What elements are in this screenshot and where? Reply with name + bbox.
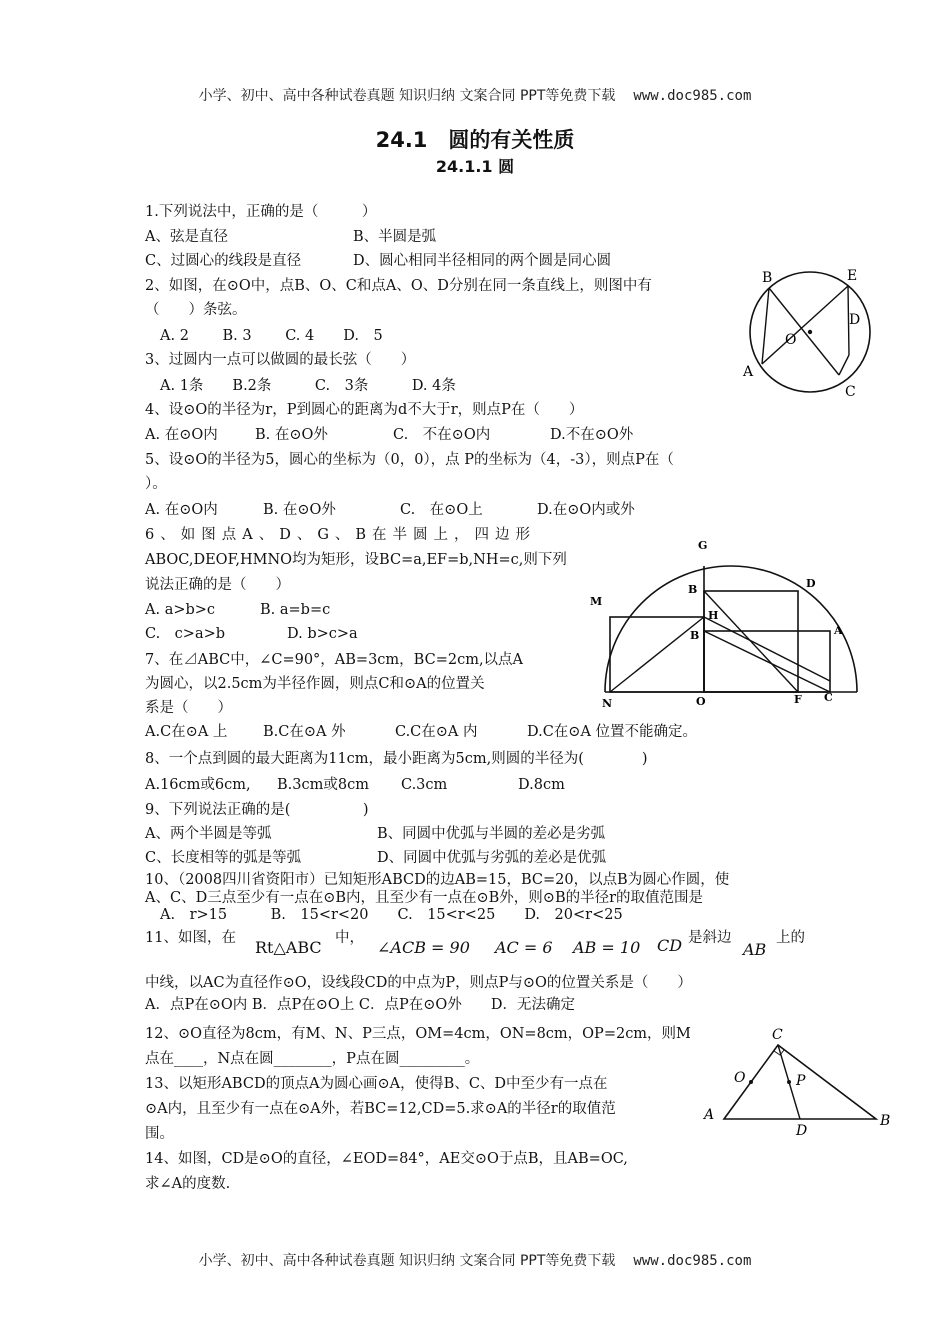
q9-stem: 9、下列说法正确的是( ): [145, 802, 369, 818]
q9-option-d: D、同圆中优弧与劣弧的差必是优弧: [377, 850, 607, 866]
fig3-label-a: A: [704, 1107, 715, 1123]
q12-line2: 点在____，N点在圆________，P点在圆_________。: [145, 1051, 480, 1067]
q2-options: A. 2 B. 3 C. 4 D. 5: [160, 328, 383, 344]
q11-line1: [145, 928, 815, 964]
q10-line2: A、C、D三点至少有一点在⊙B内，且至少有一点在⊙B外，则⊙B的半径r的取值范围是: [145, 890, 704, 906]
q6-line2: ABOC,DEOF,HMNO均为矩形，设BC=a,EF=b,NH=c,则下列: [145, 552, 567, 568]
fig2-label-h: H: [708, 609, 719, 622]
q11-ab: AB = 10: [573, 938, 641, 957]
page-subtitle: 24.1.1 圆: [435, 157, 515, 176]
q1-option-a: A、弦是直径: [145, 229, 228, 245]
q14-line1: 14、如图，CD是⊙O的直径，∠EOD=84°，AE交⊙O于点B，且AB=OC,: [145, 1151, 628, 1167]
fig2-label-d: D: [806, 577, 816, 590]
q1-options-ab: [145, 227, 437, 247]
fig2-label-b1: B: [688, 583, 698, 596]
q7-option-d: D.C在⊙A 位置不能确定。: [527, 724, 698, 740]
q5-option-d: D.在⊙O内或外: [537, 502, 635, 518]
q5-option-a: A. 在⊙O内: [145, 502, 218, 518]
fig1-label-a: A: [743, 364, 754, 380]
fig2-label-a: A: [834, 624, 843, 637]
q11-angle: ∠ACB = 90: [377, 938, 470, 957]
q10-line1: 10、（2008四川省资阳市）已知矩形ABCD的边AB=15，BC=20，以点B为圆心作圆，使: [145, 872, 730, 888]
q7-line3: 系是（ ）: [145, 700, 232, 716]
page-title: 24.1 圆的有关性质: [375, 128, 575, 152]
q5-option-b: B. 在⊙O外: [263, 502, 336, 518]
q9-option-a: A、两个半圆是等弧: [145, 826, 272, 842]
q6-option-d: D. b>c>a: [287, 626, 358, 642]
q6-option-c: C. c>a>b: [145, 626, 226, 642]
fig3-label-o: O: [734, 1070, 746, 1086]
footer-text: 小学、初中、高中各种试卷真题 知识归纳 文案合同 PPT等免费下载: [198, 1253, 616, 1269]
fig1-label-e: E: [847, 268, 858, 284]
q5-stem-line1: 5、设⊙O的半径为5，圆心的坐标为（0，0），点 P的坐标为（4，-3），则点P在（: [145, 452, 674, 468]
q8-option-a: A.16cm或6cm,: [145, 777, 251, 793]
page-header: [0, 85, 950, 105]
q11-text-3: 是斜边: [688, 930, 732, 946]
fig1-label-b: B: [762, 270, 773, 286]
q9-options-cd: [145, 848, 607, 868]
q1-options-cd: [145, 251, 612, 271]
figure-circle-chords: [735, 262, 875, 402]
q10-options: A. r>15 B. 15<r<20 C. 15<r<25 D. 20<r<25: [160, 907, 623, 923]
q4-option-d: D.不在⊙O外: [550, 427, 634, 443]
q1-option-b: B、半圆是弧: [353, 229, 437, 245]
q9-option-c: C、长度相等的弧是等弧: [145, 850, 302, 866]
q6-options-cd: [145, 624, 358, 644]
q6-option-b: B. a=b=c: [260, 602, 331, 618]
fig1-label-o: O: [785, 332, 797, 348]
fig3-label-d: D: [796, 1123, 808, 1139]
q8-option-d: D.8cm: [518, 777, 565, 793]
q11-text-4: 上的: [776, 930, 805, 946]
header-text: 小学、初中、高中各种试卷真题 知识归纳 文案合同 PPT等免费下载: [198, 88, 616, 104]
q5-option-c: C. 在⊙O上: [400, 502, 483, 518]
q7-line2: 为圆心，以2.5cm为半径作圆，则点C和⊙A的位置关: [145, 676, 485, 692]
figure-right-triangle: [700, 1025, 900, 1140]
q7-option-b: B.C在⊙A 外: [263, 724, 346, 740]
q3-options: A. 1条 B.2条 C. 3条 D. 4条: [160, 378, 456, 394]
q8-option-c: C.3cm: [401, 777, 448, 793]
q4-option-a: A. 在⊙O内: [145, 427, 218, 443]
q7-option-a: A.C在⊙A 上: [145, 724, 228, 740]
q7-option-c: C.C在⊙A 内: [395, 724, 478, 740]
q6-option-a: A. a>b>c: [145, 602, 216, 618]
q3-stem: 3、过圆内一点可以做圆的最长弦（ ）: [145, 352, 416, 368]
q12-line1: 12、⊙O直径为8cm，有M、N、P三点，OM=4cm，ON=8cm，OP=2cm，则M: [145, 1026, 691, 1042]
q2-stem-line2: （ ）条弦。: [145, 302, 247, 318]
q11-text-2: 中，: [335, 930, 364, 946]
q8-stem: 8、一个点到圆的最大距离为11cm，最小距离为5cm,则圆的半径为( ): [145, 751, 648, 767]
q1-option-c: C、过圆心的线段是直径: [145, 253, 302, 269]
q4-option-c: C. 不在⊙O内: [393, 427, 491, 443]
q11-line2: 中线，以AC为直径作⊙O，设线段CD的中点为P，则点P与⊙O的位置关系是（ ）: [145, 975, 692, 991]
header-site: www.doc985.com: [633, 88, 752, 104]
q7-line1: 7、在⊿ABC中，∠C=90°，AB=3cm，BC=2cm,以点A: [145, 652, 524, 668]
q8-options: [145, 775, 565, 795]
fig3-label-b: B: [880, 1113, 891, 1129]
q5-options: [145, 500, 635, 520]
q14-line2: 求∠A的度数.: [145, 1176, 231, 1192]
q11-rt-abc: Rt△ABC: [255, 938, 322, 957]
q1-stem: 1.下列说法中，正确的是（ ）: [145, 204, 377, 220]
fig2-label-c: C: [824, 691, 833, 704]
fig1-label-c: C: [845, 384, 856, 400]
fig2-label-g: G: [698, 539, 708, 552]
page-footer: [0, 1250, 950, 1270]
figure-semicircle-rectangles: [578, 535, 858, 713]
q4-option-b: B. 在⊙O外: [255, 427, 328, 443]
q1-option-d: D、圆心相同半径相同的两个圆是同心圆: [353, 253, 612, 269]
q5-stem-line2: ）。: [145, 476, 167, 492]
fig3-label-c: C: [772, 1027, 783, 1043]
q11-ac: AC = 6: [495, 938, 553, 957]
q11-cd: CD: [657, 936, 683, 955]
q9-option-b: B、同圆中优弧与半圆的差必是劣弧: [377, 826, 606, 842]
fig1-label-d: D: [849, 312, 861, 328]
q2-stem-line1: 2、如图，在⊙O中，点B、O、C和点A、O、D分别在同一条直线上，则图中有: [145, 278, 652, 294]
q7-options: [145, 722, 698, 742]
q4-options: [145, 425, 634, 445]
q11-ab2: AB: [743, 940, 767, 959]
fig2-label-b2: B: [690, 629, 700, 642]
fig2-label-m: M: [590, 595, 603, 608]
fig3-label-p: P: [796, 1073, 806, 1089]
q6-options-ab: [145, 600, 331, 620]
q6-line1: 6、如图点A、D、G、B在半圆上，四边形: [145, 527, 537, 543]
q8-option-b: B.3cm或8cm: [277, 777, 369, 793]
q4-stem: 4、设⊙O的半径为r，P到圆心的距离为d不大于r，则点P在（ ）: [145, 402, 584, 418]
q6-line3: 说法正确的是（ ）: [145, 577, 290, 593]
fig2-label-n: N: [602, 697, 613, 710]
q9-options-ab: [145, 824, 606, 844]
q13-line1: 13、以矩形ABCD的顶点A为圆心画⊙A，使得B、C、D中至少有一点在: [145, 1076, 608, 1092]
footer-site: www.doc985.com: [633, 1253, 752, 1269]
fig2-label-o: O: [696, 695, 706, 708]
q11-options: A．点P在⊙O内 B．点P在⊙O上 C．点P在⊙O外 D．无法确定: [145, 997, 575, 1013]
q11-text-1: 11、如图，在: [145, 930, 236, 946]
q13-line3: 围。: [145, 1126, 174, 1142]
fig2-label-f: F: [794, 693, 802, 706]
q13-line2: ⊙A内，且至少有一点在⊙A外，若BC=12,CD=5.求⊙A的半径r的取值范: [145, 1101, 616, 1117]
